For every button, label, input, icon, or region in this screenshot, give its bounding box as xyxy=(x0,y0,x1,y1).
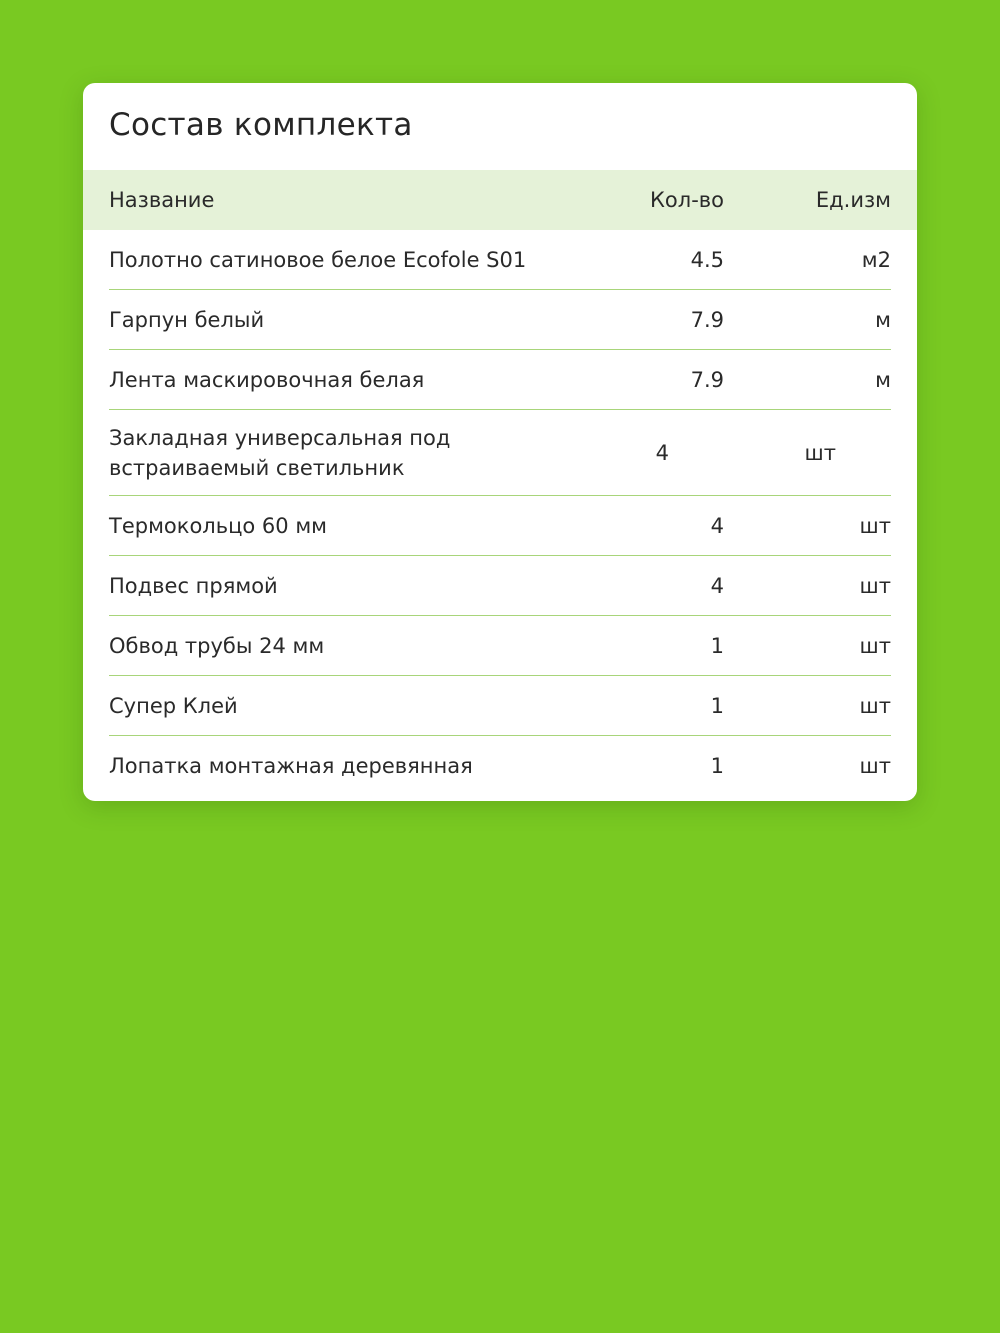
cell-name: Полотно сатиновое белое Ecofole S01 xyxy=(109,247,527,272)
cell-unit: шт xyxy=(859,754,891,778)
cell-name: Закладная универсальная под встраиваемый светильник xyxy=(109,425,451,480)
table-row xyxy=(109,410,891,496)
cell-unit: шт xyxy=(859,633,891,658)
table-header xyxy=(83,170,917,230)
cell-name: Гарпун белый xyxy=(109,307,265,332)
table-body xyxy=(83,230,917,796)
card-title: Состав комплекта xyxy=(109,107,413,143)
cell-name: Супер Клей xyxy=(109,693,238,718)
table-row xyxy=(109,290,891,350)
header-name: Название xyxy=(109,188,215,212)
table-row xyxy=(109,350,891,410)
cell-name: Обвод трубы 24 мм xyxy=(109,633,325,658)
cell-name: Подвес прямой xyxy=(109,573,278,598)
cell-name: Лента маскировочная белая xyxy=(109,367,425,392)
kit-table xyxy=(83,170,917,796)
cell-unit: шт xyxy=(859,693,891,718)
cell-qty: 1 xyxy=(710,693,724,718)
cell-qty: 1 xyxy=(710,633,724,658)
table-row xyxy=(109,496,891,556)
header-qty: Кол-во xyxy=(650,188,724,212)
cell-qty: 1 xyxy=(710,754,724,778)
cell-qty: 4 xyxy=(655,440,669,465)
kit-contents-card xyxy=(83,83,917,801)
cell-name: Термокольцо 60 мм xyxy=(109,513,327,538)
cell-unit: шт xyxy=(859,573,891,598)
cell-qty: 4 xyxy=(710,513,724,538)
cell-qty: 7.9 xyxy=(690,367,724,392)
table-row xyxy=(109,616,891,676)
table-row xyxy=(109,736,891,796)
table-row xyxy=(109,556,891,616)
table-row xyxy=(109,230,891,290)
cell-name: Лопатка монтажная деревянная xyxy=(109,754,473,778)
cell-qty: 7.9 xyxy=(690,307,724,332)
cell-unit: м xyxy=(875,307,891,332)
cell-unit: шт xyxy=(859,513,891,538)
table-row xyxy=(109,676,891,736)
header-unit: Ед.изм xyxy=(815,188,891,212)
cell-qty: 4.5 xyxy=(690,247,724,272)
cell-unit: м xyxy=(875,367,891,392)
cell-qty: 4 xyxy=(710,573,724,598)
cell-unit: м2 xyxy=(861,247,891,272)
cell-unit: шт xyxy=(804,440,836,465)
